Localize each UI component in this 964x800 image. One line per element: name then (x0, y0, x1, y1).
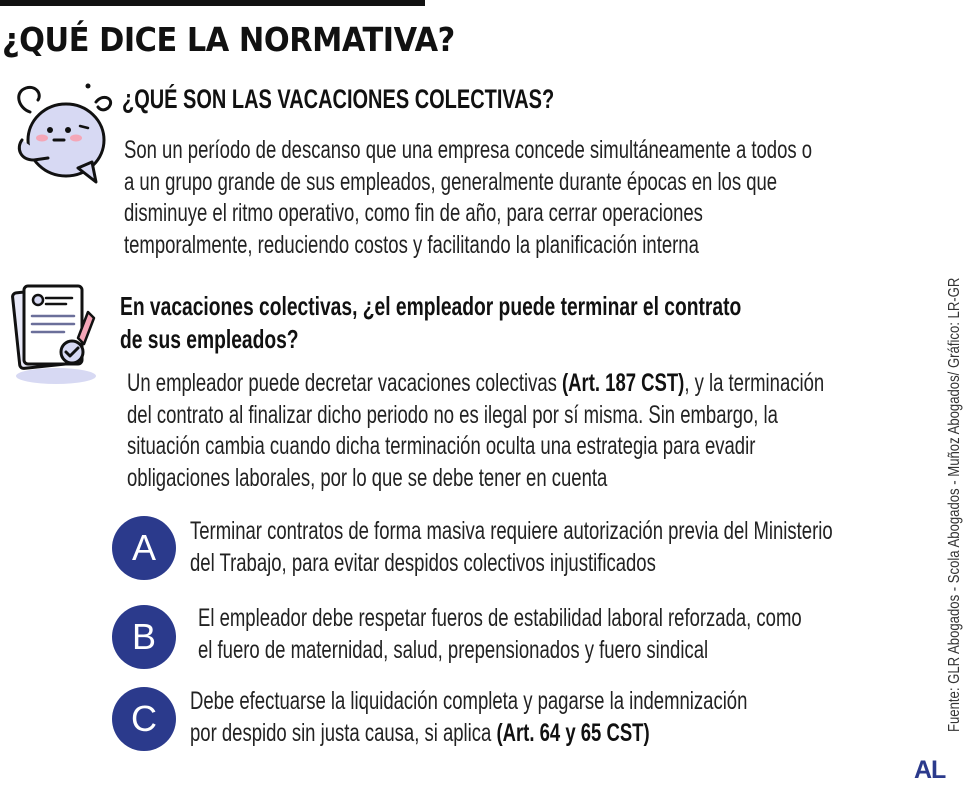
option-b-badge: B (112, 605, 176, 669)
section1-body-line: disminuye el ritmo operativo, como fin de año, para cerrar operaciones (124, 199, 703, 227)
section1-heading: ¿QUÉ SON LAS VACACIONES COLECTIVAS? (122, 84, 555, 114)
brand-logo: AL (914, 756, 946, 784)
option-text: por despido sin justa causa, si aplica (190, 718, 497, 747)
section2-body-line: del contrato al finalizar dicho periodo no es ilegal por sí misma. Sin embargo, la (127, 400, 778, 429)
option-c-text (190, 686, 747, 749)
option-a-badge: A (112, 516, 176, 580)
section2-body-line: situación cambia cuando dicha terminación oculta una estrategia para evadir (127, 432, 756, 460)
section2-body-text: Un empleador puede decretar vacaciones colectivas (127, 369, 563, 397)
option-text-line: Debe efectuarse la liquidación completa y pagarse la indemnización (190, 687, 748, 715)
section2-body (127, 368, 824, 494)
section1-body-line: temporalmente, reduciendo costos y facilitando la planificación interna (124, 230, 699, 259)
source-credit: Fuente: GLR Abogados - Scola Abogados - Muñoz Abogados/ Gráfico: LR-GR (946, 277, 963, 732)
option-text-line: El empleador debe respetar fueros de estabilidad laboral reforzada, como (198, 604, 802, 632)
section1-body-line: Son un período de descanso que una empresa concede simultáneamente a todos o (124, 136, 813, 164)
section1-body (124, 135, 812, 261)
page-title: ¿QUÉ DICE LA NORMATIVA? (2, 20, 455, 59)
option-b-text (198, 603, 802, 666)
top-divider-bar (0, 0, 425, 6)
option-a-text (190, 516, 833, 579)
option-text-line: del Trabajo, para evitar despidos colectivos injustificados (190, 548, 656, 577)
section2-body-line: obligaciones laborales, por lo que se debe tener en cuenta (127, 463, 608, 492)
confused-speech-bubble-icon (8, 78, 116, 188)
option-text-line: el fuero de maternidad, salud, prepensionados y fuero sindical (198, 635, 709, 664)
section2-heading (120, 290, 741, 356)
section2-body-text: , y la terminación (684, 369, 825, 397)
article-reference: (Art. 187 CST) (562, 369, 685, 397)
option-text-line (190, 718, 747, 750)
section2-heading-line: de sus empleados? (120, 324, 299, 354)
option-c-badge: C (112, 687, 176, 751)
section2-heading-line: En vacaciones colectivas, ¿el empleador puede terminar el contrato (120, 291, 742, 321)
contract-document-icon (10, 282, 98, 386)
section2-body-line (127, 368, 824, 400)
option-text-line: Terminar contratos de forma masiva requiere autorización previa del Ministerio (190, 517, 833, 545)
article-reference: (Art. 64 y 65 CST) (496, 718, 650, 747)
section1-body-line: a un grupo grande de sus empleados, generalmente durante épocas en los que (124, 167, 778, 196)
